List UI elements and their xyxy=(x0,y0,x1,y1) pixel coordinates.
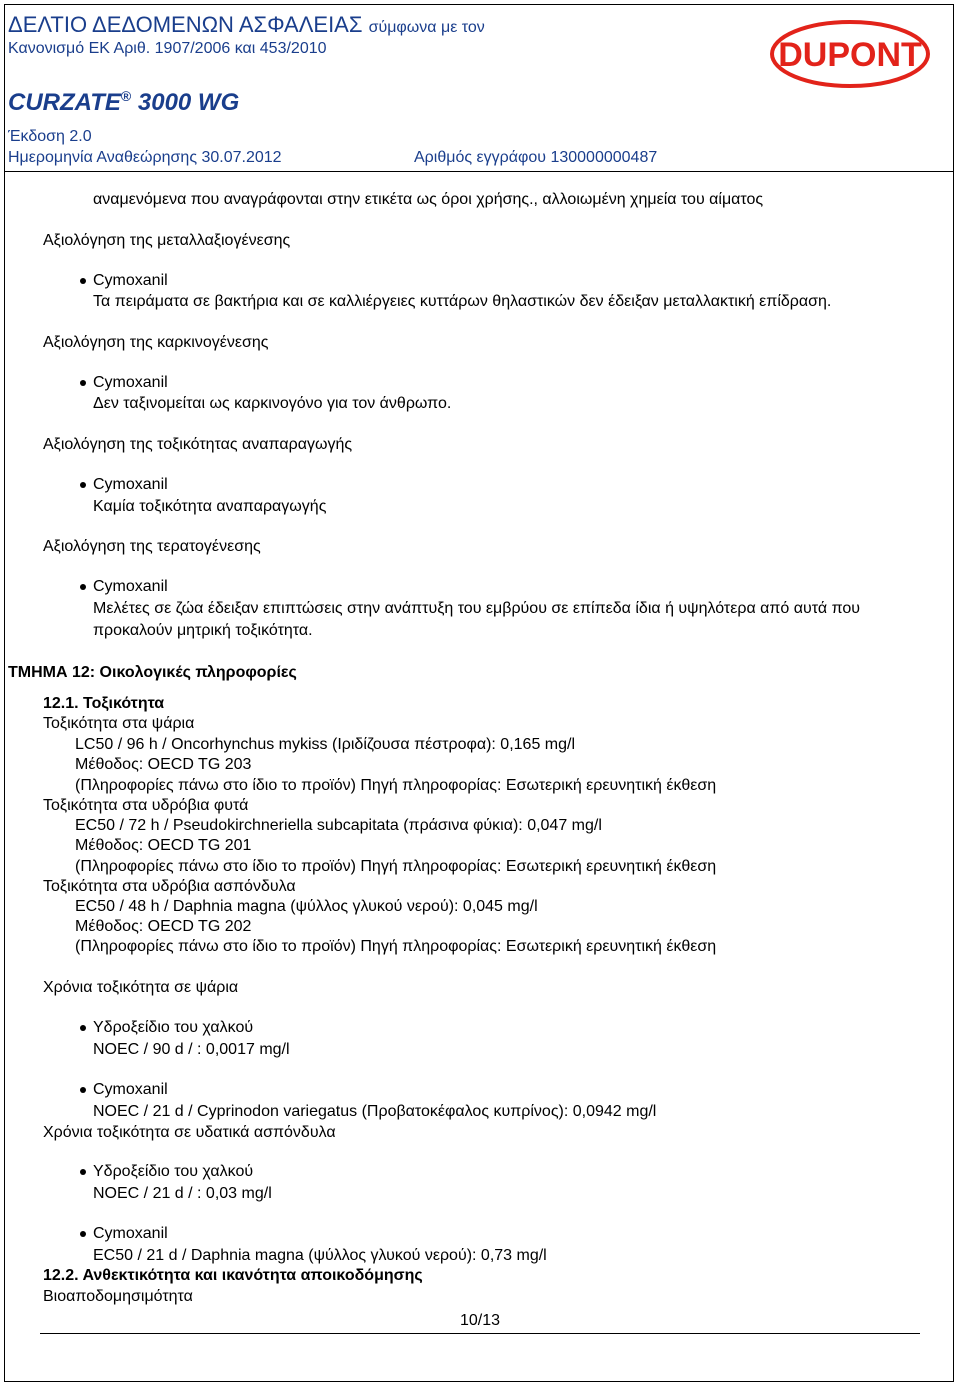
mutagenicity-heading: Αξιολόγηση της μεταλλαξιογένεσης xyxy=(43,232,291,249)
fish-toxicity-source: (Πληροφορίες πάνω στο ίδιο το προϊόν) Πηγή πληροφορίας: Εσωτερική ερευνητική έκθεση xyxy=(75,777,717,794)
page-number: 10/13 xyxy=(459,1312,501,1329)
bullet-icon xyxy=(80,1169,86,1175)
bullet-icon xyxy=(80,1087,86,1093)
dupont-logo xyxy=(770,20,930,88)
mutagenicity-text: Τα πειράματα σε βακτήρια και σε καλλιέργειες κυττάρων θηλαστικών δεν έδειξαν μεταλλακτική επίδραση. xyxy=(93,293,832,310)
regulation-reference: Κανονισμό ΕΚ Αριθ. 1907/2006 και 453/2010 xyxy=(8,40,327,57)
substance-name: Υδροξείδιο του χαλκού xyxy=(93,1163,254,1180)
substance-name: Cymoxanil xyxy=(93,1225,168,1242)
bullet-icon xyxy=(80,584,86,590)
bullet-icon xyxy=(80,1231,86,1237)
document-number: Αριθμός εγγράφου 130000000487 xyxy=(414,149,658,166)
plant-toxicity-value: EC50 / 72 h / Pseudokirchneriella subcapitata (πράσινα φύκια): 0,047 mg/l xyxy=(75,817,602,834)
bullet-icon xyxy=(80,1025,86,1031)
carcinogenicity-text: Δεν ταξινομείται ως καρκινογόνο για τον άνθρωπο. xyxy=(93,395,452,412)
plant-toxicity-method: Μέθοδος: OECD TG 201 xyxy=(75,837,252,854)
substance-name: Cymoxanil xyxy=(93,374,168,391)
footer-divider xyxy=(40,1333,920,1334)
substance-name: Cymoxanil xyxy=(93,272,168,289)
invertebrate-toxicity-value: EC50 / 48 h / Daphnia magna (ψύλλος γλυκού νερού): 0,045 mg/l xyxy=(75,898,538,915)
substance-name: Υδροξείδιο του χαλκού xyxy=(93,1019,254,1036)
chronic-invertebrate-heading: Χρόνια τοξικότητα σε υδατικά ασπόνδυλα xyxy=(43,1124,336,1141)
plant-toxicity-heading: Τοξικότητα στα υδρόβια φυτά xyxy=(43,797,249,814)
teratogenicity-text: Μελέτες σε ζώα έδειξαν επιπτώσεις στην ανάπτυξη του εμβρύου σε επίπεδα ίδια ή υψηλότερα από αυτά που xyxy=(93,600,861,617)
logo-text: DUPONT xyxy=(778,36,922,74)
text-line: αναμενόμενα που αναγράφονται στην ετικέτα ως όροι χρήσης., αλλοιωμένη χημεία του αίματος xyxy=(93,191,764,208)
bullet-icon xyxy=(80,380,86,386)
chronic-fish-value: NOEC / 90 d / : 0,0017 mg/l xyxy=(93,1041,290,1058)
plant-toxicity-source: (Πληροφορίες πάνω στο ίδιο το προϊόν) Πηγή πληροφορίας: Εσωτερική ερευνητική έκθεση xyxy=(75,858,717,875)
chronic-invertebrate-value: EC50 / 21 d / Daphnia magna (ψύλλος γλυκού νερού): 0,73 mg/l xyxy=(93,1247,547,1264)
carcinogenicity-heading: Αξιολόγηση της καρκινογένεσης xyxy=(43,334,269,351)
bullet-icon xyxy=(80,482,86,488)
version: Έκδοση 2.0 xyxy=(8,128,92,145)
substance-name: Cymoxanil xyxy=(93,578,168,595)
section-12-heading: ΤΜΗΜΑ 12: Οικολογικές πληροφορίες xyxy=(8,664,297,681)
biodegradability-heading: Βιοαποδομησιμότητα xyxy=(43,1288,193,1305)
invertebrate-toxicity-heading: Τοξικότητα στα υδρόβια ασπόνδυλα xyxy=(43,878,296,895)
invertebrate-toxicity-method: Μέθοδος: OECD TG 202 xyxy=(75,918,252,935)
reproductive-text: Καμία τοξικότητα αναπαραγωγής xyxy=(93,498,327,515)
bullet-icon xyxy=(80,278,86,284)
chronic-fish-heading: Χρόνια τοξικότητα σε ψάρια xyxy=(43,979,239,996)
fish-toxicity-method: Μέθοδος: OECD TG 203 xyxy=(75,756,252,773)
substance-name: Cymoxanil xyxy=(93,1081,168,1098)
substance-name: Cymoxanil xyxy=(93,476,168,493)
invertebrate-toxicity-source: (Πληροφορίες πάνω στο ίδιο το προϊόν) Πηγή πληροφορίας: Εσωτερική ερευνητική έκθεση xyxy=(75,938,717,955)
header-divider xyxy=(4,171,954,172)
document-title: ΔΕΛΤΙΟ ΔΕΔΟΜΕΝΩΝ ΑΣΦΑΛΕΙΑΣ σύμφωνα με τον xyxy=(8,12,485,37)
revision-date: Ημερομηνία Αναθεώρησης 30.07.2012 xyxy=(8,149,282,166)
reproductive-heading: Αξιολόγηση της τοξικότητας αναπαραγωγής xyxy=(43,436,353,453)
subsection-12-2: 12.2. Ανθεκτικότητα και ικανότητα αποικοδόμησης xyxy=(43,1267,423,1284)
teratogenicity-heading: Αξιολόγηση της τερατογένεσης xyxy=(43,538,261,555)
chronic-invertebrate-value: NOEC / 21 d / : 0,03 mg/l xyxy=(93,1185,272,1202)
product-name: CURZATE® 3000 WG xyxy=(8,88,240,116)
fish-toxicity-value: LC50 / 96 h / Oncorhynchus mykiss (Ιριδίζουσα πέστροφα): 0,165 mg/l xyxy=(75,736,576,753)
fish-toxicity-heading: Τοξικότητα στα ψάρια xyxy=(43,715,195,732)
chronic-fish-value: NOEC / 21 d / Cyprinodon variegatus (Προβατοκέφαλος κυπρίνος): 0,0942 mg/l xyxy=(93,1103,657,1120)
teratogenicity-text: προκαλούν μητρική τοξικότητα. xyxy=(93,622,313,639)
subsection-12-1: 12.1. Τοξικότητα xyxy=(43,695,165,712)
